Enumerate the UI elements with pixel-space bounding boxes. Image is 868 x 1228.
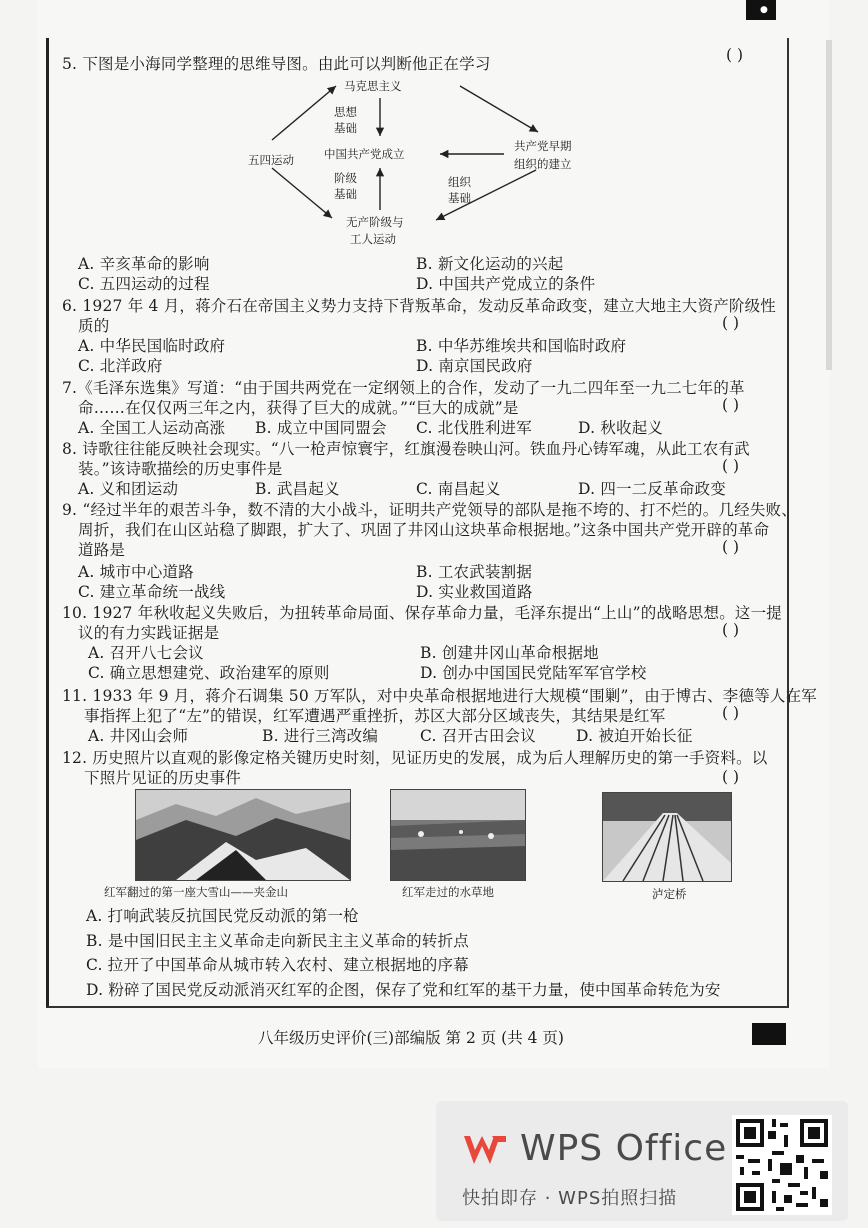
q9-option-d: D. 实业救国道路	[416, 583, 533, 601]
mm-node-may-fourth: 五四运动	[248, 153, 294, 167]
q10-option-c: C. 确立思想建党、政治建军的原则	[88, 664, 330, 682]
q12-stem-2: 下照片见证的历史事件	[84, 769, 242, 787]
q5-answer-paren: ( )	[726, 46, 744, 64]
q8-answer-paren: ( )	[722, 457, 740, 475]
arrow-54-to-marxism	[272, 86, 336, 140]
q10-option-b: B. 创建井冈山革命根据地	[420, 644, 599, 662]
q8-stem-1: 8. 诗歌往往能反映社会现实。“八一枪声惊寰宇，红旗漫卷映山河。铁血丹心铸军魂，从此工农有武	[62, 440, 750, 458]
q12-option-b: B. 是中国旧民主主义革命走向新民主主义革命的转折点	[86, 932, 469, 950]
mm-node-workers-2: 工人运动	[350, 232, 396, 246]
q5-option-c: C. 五四运动的过程	[78, 275, 210, 293]
q6-answer-paren: ( )	[722, 314, 740, 332]
mm-label-class-basis: 基础	[334, 187, 357, 201]
mm-label-thought-basis: 基础	[334, 121, 357, 135]
mm-node-cpc-founded: 中国共产党成立	[324, 147, 405, 161]
q5-option-d: D. 中国共产党成立的条件	[416, 275, 596, 293]
q7-option-c: C. 北伐胜利进军	[416, 419, 532, 437]
mm-node-early-party-2: 组织的建立	[514, 157, 572, 171]
q10-option-d: D. 创办中国国民党陆军军官学校	[420, 664, 647, 682]
q10-option-a: A. 召开八七会议	[88, 644, 204, 662]
q12-answer-paren: ( )	[722, 768, 740, 786]
mm-label-class: 阶级	[334, 171, 357, 185]
q12-stem-1: 12. 历史照片以直观的影像定格关键历史时刻，见证历史的发展，成为后人理解历史的第一手资料。以	[62, 749, 768, 767]
mm-label-org-basis: 基础	[448, 191, 471, 205]
q7-answer-paren: ( )	[722, 396, 740, 414]
q11-stem-1: 11. 1933 年 9 月，蒋介石调集 50 万军队，对中央革命根据地进行大规模“围剿”，由于博古、李德等人在军	[62, 687, 817, 705]
photo-jiajin-mountain	[135, 789, 351, 881]
q7-stem-1: 7.《毛泽东选集》写道：“由于国共两党在一定纲领上的合作，发动了一九二四年至一九二七年的革	[62, 379, 745, 397]
q9-option-a: A. 城市中心道路	[78, 563, 194, 581]
scan-edge	[826, 40, 832, 370]
q8-stem-2: 装。”该诗歌描绘的历史事件是	[78, 460, 283, 478]
q9-stem-3: 道路是	[78, 541, 126, 559]
mm-label-thought: 思想	[334, 105, 357, 119]
q6-option-a: A. 中华民国临时政府	[78, 337, 226, 355]
wps-brand-text: WPS Office	[520, 1128, 728, 1169]
q9-option-c: C. 建立革命统一战线	[78, 583, 226, 601]
q12-option-c: C. 拉开了中国革命从城市转入农村、建立根据地的序幕	[86, 956, 469, 974]
q11-option-a: A. 井冈山会师	[88, 727, 189, 745]
q6-option-d: D. 南京国民政府	[416, 357, 533, 375]
mm-node-workers-1: 无产阶级与	[346, 215, 404, 229]
mm-node-marxism: 马克思主义	[344, 79, 402, 93]
q7-option-d: D. 秋收起义	[578, 419, 664, 437]
q11-option-c: C. 召开古田会议	[420, 727, 536, 745]
q5-option-a: A. 辛亥革命的影响	[78, 255, 210, 273]
wps-slogan-text: 快拍即存 · WPS拍照扫描	[462, 1188, 678, 1209]
q8-option-a: A. 义和团运动	[78, 480, 179, 498]
q7-option-b: B. 成立中国同盟会	[255, 419, 387, 437]
q11-option-b: B. 进行三湾改编	[262, 727, 379, 745]
q9-stem-2: 周折，我们在山区站稳了脚跟，扩大了、巩固了井冈山这块革命根据地。”这条中国共产党开辟的革命	[78, 521, 770, 539]
q5-stem: 5. 下图是小海同学整理的思维导图。由此可以判断他正在学习	[62, 55, 491, 73]
q11-answer-paren: ( )	[722, 704, 740, 722]
q10-answer-paren: ( )	[722, 621, 740, 639]
q10-stem-1: 10. 1927 年秋收起义失败后，为扭转革命局面、保存革命力量，毛泽东提出“上山”的战略思想。这一提	[62, 604, 783, 622]
q9-stem-1: 9. “经过半年的艰苦斗争，数不清的大小战斗，证明共产党领导的部队是拖不垮的、打不烂的。几经失败、	[62, 501, 797, 519]
mm-node-early-party-1: 共产党早期	[514, 139, 572, 153]
q8-option-b: B. 武昌起义	[255, 480, 340, 498]
q5-option-b: B. 新文化运动的兴起	[416, 255, 564, 273]
q11-option-d: D. 被迫开始长征	[576, 727, 693, 745]
q6-stem-2: 质的	[78, 317, 110, 335]
photo-caption-2: 红军走过的水草地	[402, 885, 494, 899]
q8-option-d: D. 四一二反革命政变	[578, 480, 726, 498]
mm-label-org: 组织	[448, 175, 471, 189]
q7-stem-2: 命……在仅仅两三年之内，获得了巨大的成就。”“巨大的成就”是	[78, 399, 519, 417]
q6-stem-1: 6. 1927 年 4 月，蒋介石在帝国主义势力支持下背叛革命，发动反革命政变，建立大地主大资产阶级性	[62, 297, 777, 315]
q6-option-c: C. 北洋政府	[78, 357, 163, 375]
q12-option-a: A. 打响武装反抗国民党反动派的第一枪	[86, 907, 359, 925]
qr-code	[732, 1115, 832, 1215]
corner-marker-bottom	[752, 1023, 786, 1045]
q8-option-c: C. 南昌起义	[416, 480, 501, 498]
wps-logo-icon	[462, 1132, 508, 1168]
q9-answer-paren: ( )	[722, 538, 740, 556]
arrow-marxism-to-earlyparty	[460, 86, 538, 132]
photo-caption-1: 红军翻过的第一座大雪山——夹金山	[104, 885, 288, 899]
photo-luding-bridge	[602, 792, 732, 882]
q9-option-b: B. 工农武装割据	[416, 563, 533, 581]
page-footer: 八年级历史评价(三)部编版 第 2 页 (共 4 页)	[258, 1029, 564, 1047]
arrow-54-to-workers	[272, 168, 332, 218]
q12-option-d: D. 粉碎了国民党反动派消灭红军的企图，保存了党和红军的基干力量，使中国革命转危为安	[86, 981, 721, 999]
photo-caption-3: 泸定桥	[652, 887, 687, 901]
q7-option-a: A. 全国工人运动高涨	[78, 419, 226, 437]
photo-grassland	[390, 789, 526, 881]
q11-stem-2: 事指挥上犯了“左”的错误，红军遭遇严重挫折，苏区大部分区域丧失，其结果是红军	[84, 707, 666, 725]
corner-marker: ●	[746, 0, 776, 20]
q10-stem-2: 议的有力实践证据是	[78, 624, 220, 642]
q6-option-b: B. 中华苏维埃共和国临时政府	[416, 337, 627, 355]
